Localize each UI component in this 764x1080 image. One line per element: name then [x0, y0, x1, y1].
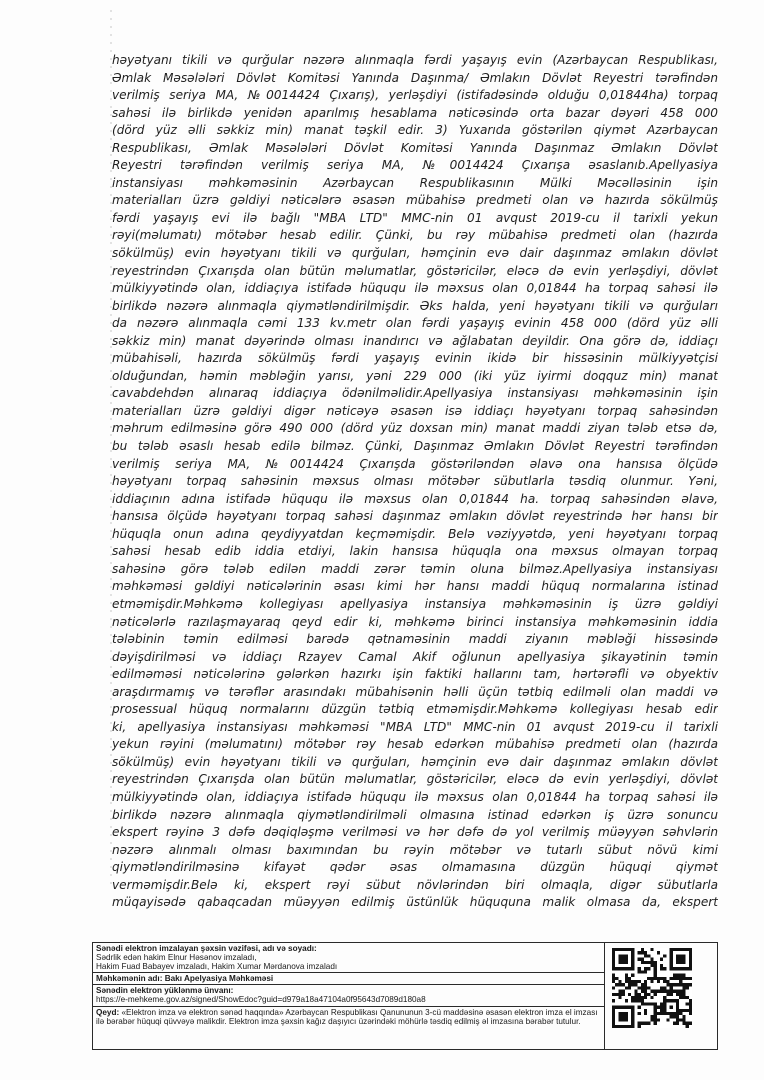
document-body-text: [112, 52, 718, 912]
body-line: nəticələrlə razılaşmayaraq qeyd edir ki, məhkəmə birinci instansiya məhkəməsinin iddia: [112, 614, 718, 629]
body-line: fərdi yaşayış evi ilə bağlı "MBA LTD" MMC-nin 01 avqust 2019-cu il tarixli yekun: [112, 210, 718, 225]
body-line: rəyi(məlumatı) mötəbər hesab edilir. Çünki, bu rəy mübahisə predmeti olan (hazırda: [112, 228, 718, 243]
signature-info-table: [93, 943, 605, 1049]
body-line: müqayisədə qabaqcadan müəyyən edilmiş üstünlük hüququna malik olmasa da, ekspert: [112, 895, 718, 910]
signers-label: Sənədi elektron imzalayan şəxsin vəzifəsi, adı və soyadı:: [96, 944, 317, 953]
body-line: reyestrindən Çıxarışda olan bütün məlumatlar, göstəricilər, eləcə də evin yerləşdiyi, dövlət: [112, 772, 718, 787]
note-label: Qeyd:: [96, 1007, 120, 1017]
signer-line-2: Hakim Fuad Babayev imzaladı, Hakim Xumar Mərdanova imzaladı: [96, 962, 338, 972]
body-line: da nəzərə alınmaqla cəmi 133 kv.metr olan fərdi yaşayış evinin 458 000 (dörd yüz əlli: [112, 316, 718, 331]
body-line: (dörd yüz əlli səkkiz min) manat təşkil edir. 3) Yuxarıda göstərilən qiymət Azərbaycan: [112, 123, 718, 138]
signers-row: [93, 943, 604, 973]
body-line: araşdırmamış və tərəflər arasındakı mübahisənin həlli üçün tətbiq edilməli olan maddi və: [112, 684, 718, 699]
body-line: etməmişdir.Məhkəmə kollegiyası apellyasiya instansiya məhkəməsinin iş üzrə gəldiyi: [112, 596, 718, 611]
body-line: birlikdə nəzərə alınmaqla qiymətləndirilmişdir. Əks halda, yeni həyətyanı tikili və qurğuları: [112, 298, 718, 313]
body-line: məhrum edilməsinə görə 490 000 (dörd yüz doxsan min) manat maddi ziyan tələb etsə də,: [112, 421, 718, 436]
document-url-link[interactable]: https://e-mehkeme.gov.az/signed/ShowEdoc?guid=d979a18a47104a0f95643d7089d180a8: [96, 995, 426, 1005]
body-line: ekspert rəyinə 3 dəfə dəqiqləşmə verilməsi və hər dəfə də yol verilmiş müəyyən səhvlərin: [112, 825, 718, 840]
signer-line-1: Sədrlik edən hakim Elnur Həsənov imzaladı,: [96, 953, 257, 963]
legal-note: [93, 1007, 604, 1027]
body-line: ki, apellyasiya instansiyası məhkəməsi "MBA LTD" MMC-nin 01 avqust 2019-cu il tarixli: [112, 719, 718, 734]
body-line: olduğundan, həmin məbləğin yarısı, yəni 229 000 (iki yüz iyirmi doqquz min) manat: [112, 368, 718, 383]
body-line: məhkəməsi gəldiyi nəticələrinin əsası kimi hər hansı maddi hüquq normalarına istinad: [112, 579, 718, 594]
body-line: materialları üzrə gəldiyi nəticələrə əsasən mübahisə predmeti olan və hazırda sökülmüş: [112, 193, 718, 208]
body-line: Respublikası, Əmlak Məsələləri Dövlət Komitəsi Yanında Daşınmaz Əmlakın Dövlət: [112, 140, 718, 155]
body-line: hüquqla onun adına qeydiyyatdan keçməmişdir. Belə vəziyyətdə, yeni həyətyanı torpaq: [112, 526, 718, 541]
body-line: verilmiş seriya MA, №0014424 Çıxarışda göstəriləndən əlavə ona hansısa ölçüdə: [112, 456, 718, 471]
body-line: Reyestri tərəfindən verilmiş seriya MA, №0014424 Çıxarışa əsaslanıb.Apellyasiya: [112, 158, 718, 173]
body-line: həyətyanı tikili və qurğular nəzərə alınmaqla fərdi yaşayış evin (Azərbaycan Respublikası,: [112, 53, 718, 67]
body-line: mübahisəli, hazırda sökülmüş fərdi yaşayış evinin ikidə bir hissəsinin mülkiyyətçisi: [112, 351, 718, 366]
body-line: həyətyanı torpaq sahəsinin məxsus olması mötəbər sübutlarla təsdiq olunmur. Yəni,: [112, 474, 718, 489]
address-row: [93, 985, 604, 1006]
body-line: yekun rəyini (məlumatını) mötəbər rəy hesab edərkən mübahisə predmeti olan (hazırda: [112, 737, 718, 752]
body-line: bu tələb əsaslı hesab edilə bilməz. Çünki, Daşınmaz Əmlakın Dövlət Reyestri tərəfindən: [112, 439, 718, 454]
note-text: «Elektron imza və elektron sənəd haqqında» Azərbaycan Respublikası Qanununun 3-cü maddəsinə əsasən elektron imza el imzası ilə bərabər hüquqi qüvvəyə malikdir. Elektron imza şəxsin kağız daşıyıcı üzərindəki möhürlə təsdiq edilmiş əl imzasına bərabər tutulur.: [96, 1007, 598, 1026]
body-line: sökülmüş) evin həyətyanı tikili və qurğuları, həmçinin evə dair daşınmaz əmlakın dövlət: [112, 754, 718, 769]
body-line: dəyişdirilməsi və iddiaçı Rzayev Camal Akif oğlunun apellyasiya şikayətinin təmin: [112, 649, 718, 664]
body-line: prosessual hüquq normalarını düzgün tətbiq etməmişdir.Məhkəmə kollegiyası hesab edir: [112, 702, 718, 717]
body-line: sahəsinə görə tələb edilən maddi zərər təmin oluna bilməz.Apellyasiya instansiyası: [112, 561, 718, 576]
body-line: nəzərə alınmalı olması baxımından bu rəyin mötəbər və tutarlı sübut növü kimi: [112, 842, 718, 857]
body-line: sahəsi hesab edib iddia etdiyi, lakin hansısa hüquqla ona məxsus olmayan torpaq: [112, 544, 718, 559]
body-line: mülkiyyətində olan, iddiaçıya istifadə hüququ ilə məxsus olan 0,01844 ha torpaq sahəsi ilə: [112, 281, 718, 296]
body-line: tələbinin təmin edilməsi barədə qətnaməsinin maddi ziyanın məbləği hissəsində: [112, 632, 718, 647]
court-row: [93, 973, 604, 985]
court-name: Bakı Apelyasiya Məhkəməsi: [164, 974, 274, 984]
body-line: edilməməsi nəticələrinə gələrkən hazırkı işin faktiki hallarını tam, hərtərəfli və obyektiv: [112, 667, 718, 682]
body-line: qiymətləndirilməsinə kifayət qədər əsas olmamasına düzgün hüquqi qiymət: [112, 860, 718, 875]
body-line: sökülmüş) evin həyətyanı tikili və qurğuları, həmçinin evə dair daşınmaz əmlakın dövlət: [112, 246, 718, 261]
body-line: birlikdə nəzərə alınmaqla qiymətləndirilməli olmasına istinad edərkən iş üzrə sonuncu: [112, 807, 718, 822]
body-line: sahəsi ilə birlikdə yenidən aparılmış hesablama nəticəsində orta bazar dəyəri 458 000: [112, 105, 718, 120]
body-line: mülkiyyətində olan, iddiaçıya istifadə hüququ ilə məxsus olan 0,01844 ha torpaq sahəsi ilə: [112, 789, 718, 804]
body-line: hansısa ölçüdə həyətyanı torpaq sahəsi daşınmaz əmlakın dövlət reyestrində hər hansı bir: [112, 509, 718, 524]
address-label: Sənədin elektron yüklənmə ünvanı:: [96, 986, 234, 996]
court-label: Məhkəmənin adı:: [96, 974, 163, 984]
body-line: instansiyası məhkəməsinin Azərbaycan Respublikasının Mülki Məcəlləsinin işin: [112, 175, 718, 190]
body-line: cavabdehdən alınaraq iddiaçıya ödənilməlidir.Apellyasiya instansiyası məhkəməsinin işin: [112, 386, 718, 401]
body-line: iddiaçının adına istifadə hüququ ilə məxsus olan 0,01844 ha. torpaq sahəsindən əlavə,: [112, 491, 718, 506]
qr-code-icon[interactable]: [612, 948, 692, 1028]
body-line: səkkiz min) manat dəyərində olması inandırıcı və ağlabatan deyildir. Ona görə də, iddiaçı: [112, 333, 718, 348]
body-line: verməmişdir.Belə ki, ekspert rəyi sübut növlərindən biri olmaqla, digər sübutlarla: [112, 877, 718, 892]
body-line: Əmlak Məsələləri Dövlət Komitəsi Yanında Daşınma/ Əmlakın Dövlət Reyestri tərəfindən: [112, 70, 718, 85]
body-line: reyestrindən Çıxarışda olan bütün məlumatlar, göstəricilər, eləcə də evin yerləşdiyi, dövlət: [112, 263, 718, 278]
body-line: verilmiş seriya MA, №0014424 Çıxarış), yerləşdiyi (istifadəsində olduğu 0,01844ha) torpaq: [112, 88, 718, 103]
body-line: materialları üzrə gəldiyi digər nəticəyə əsasən isə iddiaçı həyətyanı torpaq sahəsindən: [112, 403, 718, 418]
